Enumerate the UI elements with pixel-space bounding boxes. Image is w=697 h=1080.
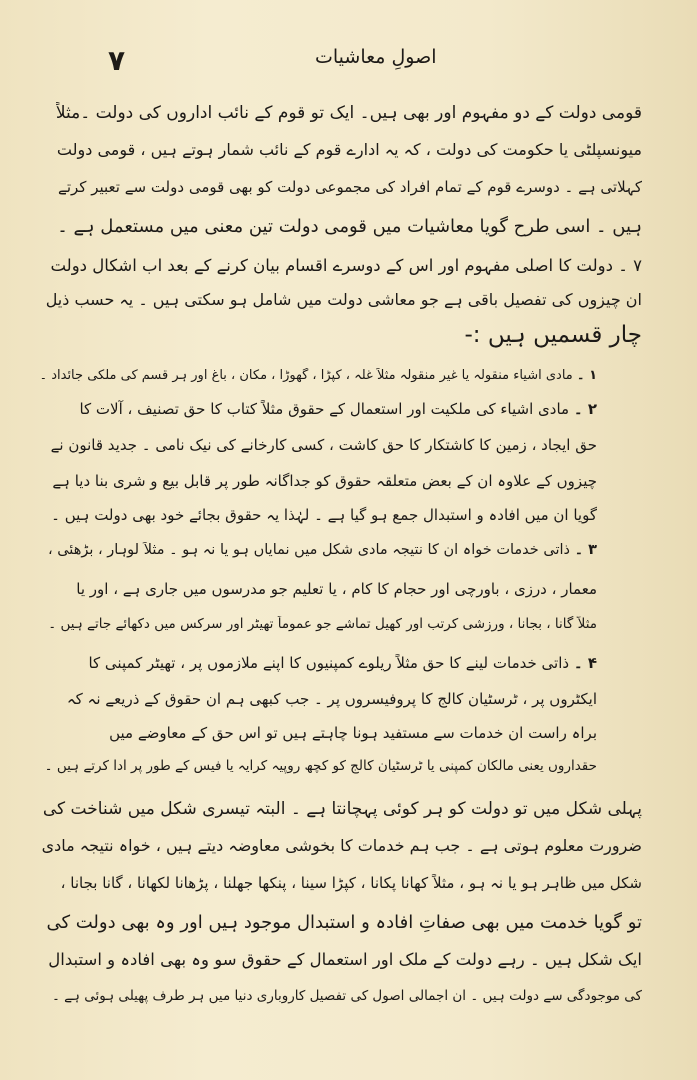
list-item-4-line-4: حقداروں یعنی مالکان کمپنی یا ٹرسٹیان کالج کو کچھ روپیہ کرایہ یا فیس کے طور پر ادا کرتے ہیں ۔: [44, 758, 597, 774]
list-item-2-line-2: حق ایجاد ، زمین کا کاشتکار کا حق کاشت ، کسی کارخانے کی نیک نامی ۔ جدید قانون نے: [50, 436, 597, 454]
list-item-text: مادی اشیاء کی ملکیت اور استعمال کے حقوق مثلاً کتاب کا حق تصنیف ، آلات کا: [79, 400, 570, 418]
list-item-4: [88, 654, 597, 672]
paragraph-2-line-1: ۷ ۔ دولت کا اصلی مفہوم اور اس کے دوسرے اقسام بیان کرنے کے بعد اب اشکالِ دولت: [50, 256, 642, 275]
paragraph-3-line-1: پہلی شکل میں تو دولت کو ہر کوئی پہچانتا ہے ۔ البتہ تیسری شکل میں شناخت کی: [42, 799, 642, 819]
list-marker: ۴ ۔: [573, 654, 597, 672]
list-item-2: [79, 400, 597, 418]
paragraph-3-line-2: ضرورت معلوم ہوتی ہے ۔ جب ہم خدمات کا بخوشی معاوضہ دیتے ہیں ، خواہ نتیجہ مادی: [42, 836, 642, 855]
list-item-2-line-3: چیزوں کے علاوہ ان کے بعض متعلقہ حقوق کو جداگانہ طور پر قابل بیع و شری بنا دیا ہے: [52, 472, 597, 490]
running-title: اصولِ معاشیات: [315, 46, 437, 68]
list-marker: ۱ ۔: [576, 368, 597, 383]
list-item-3: [48, 542, 597, 558]
paragraph-1-line-2: میونسپلٹی یا حکومت کی دولت ، کہ یہ ادارے قوم کے نائب شمار ہوتے ہیں ، قومی دولت: [56, 140, 642, 159]
paragraph-3-line-6: کی موجودگی سے دولت ہیں ۔ ان اجمالی اصول کی تفصیل کاروباری دنیا میں ہر طرف پھیلی ہوئی ہے ۔: [51, 988, 642, 1004]
list-item-4-line-2: ایکٹروں پر ، ٹرسٹیان کالج کا پروفیسروں پر ۔ جب کبھی ہم ان حقوق کے ذریعے نہ کہ: [66, 690, 597, 708]
page-header: [0, 14, 697, 77]
page-number: ۷: [108, 44, 126, 77]
paragraph-1-line-4: ہیں ۔ اسی طرح گویا معاشیات میں قومی دولت تین معنی میں مستعمل ہے ۔: [57, 216, 642, 237]
paragraph-2-line-2: ان چیزوں کی تفصیل باقی ہے جو معاشی دولت میں شامل ہو سکتی ہیں ۔ یہ حسب ذیل: [45, 290, 642, 309]
list-item-1: [39, 368, 597, 383]
list-marker: ۲ ۔: [573, 400, 597, 418]
list-item-text: مادی اشیاء منقولہ یا غیر منقولہ مثلاً غلہ ، کپڑا ، گھوڑا ، مکان ، باغ اور ہر قسم کی ملکی جائداد ۔: [39, 368, 573, 383]
paragraph-1-line-1: قومی دولت کے دو مفہوم اور بھی ہیں۔ ایک تو قوم کے نائب اداروں کی دولت ۔مثلاً: [55, 103, 642, 123]
paragraph-3-line-5: ایک شکل ہیں ۔ رہے دولت کے ملک اور استعمال کے حقوق سو وہ بھی افادہ و استبدال: [48, 950, 642, 969]
paragraph-2-line-3: چار قسمیں ہیں :-: [464, 322, 642, 348]
list-item-2-line-4: گویا ان میں افادہ و استبدال جمع ہو گیا ہے ۔ لہٰذا یہ حقوق بجائے خود بھی دولت ہیں ۔: [51, 506, 597, 524]
paragraph-3-line-3: شکل میں ظاہر ہو یا نہ ہو ، مثلاً کھانا پکانا ، کپڑا سینا ، پنکھا جھلنا ، پڑھانا لکھانا ، گانا بجانا ،: [60, 874, 642, 892]
list-item-3-line-2: معمار ، درزی ، باورچی اور حجام کا کام ، یا تعلیم جو مدرسوں میں جاری ہے ، اور یا: [76, 580, 597, 598]
list-item-4-line-3: براہ راست ان خدمات سے مستفید ہونا چاہتے ہیں تو اس حق کے معاوضے میں: [109, 724, 597, 742]
list-item-3-line-3: مثلاً گانا ، بجانا ، ورزشی کرتب اور کھیل تماشے جو عموماً تھیٹر اور سرکس میں دکھائے جاتے ہیں ۔: [48, 616, 597, 632]
paragraph-1-line-3: کہلاتی ہے ۔ دوسرے قوم کے تمام افراد کی مجموعی دولت کو بھی قومی دولت سے تعبیر کرتے: [58, 178, 642, 196]
list-item-text: ذاتی خدمات خواہ ان کا نتیجہ مادی شکل میں نمایاں ہو یا نہ ہو ۔ مثلاً لوہار ، بڑھئی ،: [47, 542, 570, 558]
list-item-text: ذاتی خدمات لینے کا حق مثلاً ریلوے کمپنیوں کا اپنے ملازموں پر ، تھیٹر کمپنی کا: [88, 654, 570, 672]
list-marker: ۳ ۔: [574, 542, 597, 558]
paragraph-3-line-4: تو گویا خدمت میں بھی صفاتِ افادہ و استبدال موجود ہیں اور وہ بھی دولت کی: [46, 912, 642, 933]
